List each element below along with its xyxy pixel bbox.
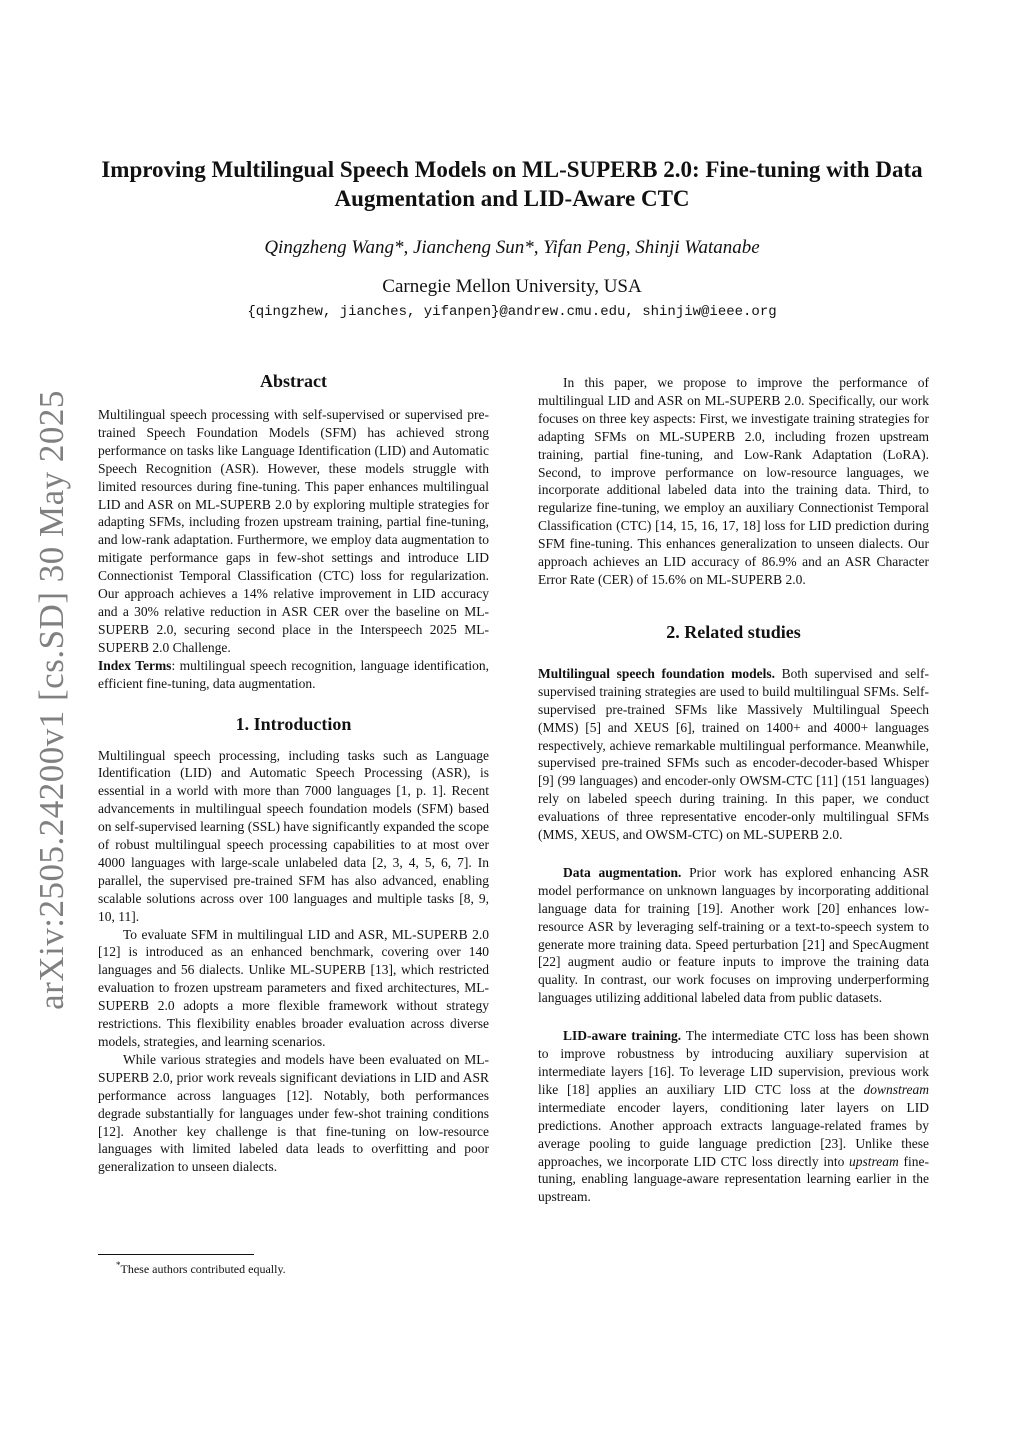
right-column xyxy=(538,374,929,1206)
paragraph-gap xyxy=(538,844,929,864)
paper-title: Improving Multilingual Speech Models on ML-SUPERB 2.0: Fine-tuning with Data Augmentation and LID-Aware CTC xyxy=(101,157,923,211)
index-terms xyxy=(98,657,489,693)
lid-aware-paragraph xyxy=(538,1027,929,1206)
paragraph-gap xyxy=(538,1007,929,1027)
lid-aware-emphasis-downstream: downstream xyxy=(863,1081,929,1097)
data-augmentation-paragraph xyxy=(538,864,929,1007)
left-column xyxy=(98,370,489,1176)
lid-aware-text-2: intermediate encoder layers, conditioning later layers on LID predictions. Another approach extracts language-related frames by average pooling to guide language prediction [23]. Unlike these approaches, we incorporate LID CTC loss directly into xyxy=(538,1099,929,1169)
data-augmentation-label: Data augmentation. xyxy=(563,864,682,880)
arxiv-identifier: arXiv:2505.24200v1 [cs.SD] 30 May 2025 xyxy=(32,390,71,1010)
intro-paragraph-3: While various strategies and models have been evaluated on ML-SUPERB 2.0, prior work reveals significant deviations in LID and ASR performance across languages [12]. Notably, both performances degrade substantially for languages under few-shot training conditions [12]. Another key challenge is that fine-tuning on low-resource languages with limited labeled data leads to overfitting and poor generalization to unseen dialects. xyxy=(98,1051,489,1175)
affiliation: Carnegie Mellon University, USA xyxy=(382,276,642,297)
index-terms-text: : multilingual speech recognition, language identification, efficient fine-tuning, data augmentation. xyxy=(98,657,489,691)
footnote: *These authors contributed equally. xyxy=(116,1260,286,1276)
related-studies-heading: 2. Related studies xyxy=(666,621,801,642)
author-emails: {qingzhew, jianches, yifanpen}@andrew.cmu.edu, shinjiw@ieee.org xyxy=(247,304,777,320)
introduction-heading: 1. Introduction xyxy=(235,713,352,734)
lid-aware-emphasis-upstream: upstream xyxy=(849,1153,899,1169)
abstract-heading: Abstract xyxy=(260,371,327,391)
lid-aware-text-3: fine-tuning, enabling language-aware representation learning earlier in the upstream. xyxy=(538,1153,929,1205)
footnote-text: These authors contributed equally. xyxy=(120,1262,286,1276)
lid-aware-label: LID-aware training. xyxy=(563,1028,682,1044)
abstract-text: Multilingual speech processing with self-supervised or supervised pre-trained Speech Foundation Models (SFM) has achieved strong performance on tasks like Language Identification (LID) and Automatic Speech Recognition (ASR). However, these models struggle with limited resources during fine-tuning. This paper enhances multilingual LID and ASR on ML-SUPERB 2.0 by exploring multiple strategies for adapting SFMs, including frozen upstream training, partial fine-tuning, and low-rank adaptation. Furthermore, we employ data augmentation to mitigate performance gaps in few-shot settings and introduce LID Connectionist Temporal Classification (CTC) loss for regularization. Our approach achieves a 14% relative improvement in LID accuracy and a 30% relative reduction in ASR CER over the baseline on ML-SUPERB 2.0, securing second place in the Interspeech 2025 ML-SUPERB 2.0 Challenge. xyxy=(98,407,489,655)
author-list: Qingzheng Wang*, Jiancheng Sun*, Yifan Peng, Shinji Watanabe xyxy=(264,237,760,258)
msfm-label: Multilingual speech foundation models. xyxy=(538,665,776,681)
msfm-text: Both supervised and self-supervised training strategies are used to build multilingual SFMs. Self-supervised pre-trained SFMs like Massively Multilingual Speech (MMS) [5] and XEUS [6], trained on 1400+ and 4000+ languages respectively, achieve remarkable multilingual performance. Meanwhile, supervised pre-trained SFMs such as encoder-decoder-based Whisper [9] (99 languages) and encoder-only OWSM-CTC [11] (151 languages) rely on labeled speech during training. In this paper, we conduct evaluations of three representative encoder-only multilingual SFMs (MMS, XEUS, and OWSM-CTC) on ML-SUPERB 2.0. xyxy=(538,665,929,843)
intro-paragraph-2: To evaluate SFM in multilingual LID and ASR, ML-SUPERB 2.0 [12] is introduced as an enhanced benchmark, covering over 140 languages and 56 dialects. Unlike ML-SUPERB [13], which restricted evaluation to frozen upstream parameters and fixed architectures, ML-SUPERB 2.0 adopts a more flexible framework without strategy restrictions. This flexibility enables broader evaluation across diverse models, strategies, and learning scenarios. xyxy=(98,926,489,1049)
intro-paragraph-4: In this paper, we propose to improve the performance of multilingual LID and ASR on ML-SUPERB 2.0. Specifically, our work focuses on three key aspects: First, we investigate training strategies for adapting SFMs on ML-SUPERB 2.0, including frozen upstream training, partial fine-tuning, and Low-Rank Adaptation (LoRA). Second, to improve performance on low-resource languages, we incorporate additional labeled data into the training data. Third, to regularize fine-tuning, we employ an auxiliary Connectionist Temporal Classification (CTC) [14, 15, 16, 17, 18] loss for LID prediction during SFM fine-tuning. This enhances generalization to unseen dialects. Our approach achieves an LID accuracy of 86.9% and an ASR Character Error Rate (CER) of 15.6% on ML-SUPERB 2.0. xyxy=(538,375,929,587)
lid-aware-text-1: The intermediate CTC loss has been shown to improve robustness by introducing auxiliary supervision at intermediate layers [16]. To leverage LID supervision, previous work like [18] applies an auxiliary LID CTC loss at the xyxy=(538,1028,929,1097)
index-terms-label: Index Terms xyxy=(98,657,172,673)
msfm-paragraph xyxy=(538,665,929,844)
footnote-rule xyxy=(98,1254,254,1255)
data-augmentation-text: Prior work has explored enhancing ASR model performance on unknown languages by incorporating additional language data for training [19]. Another work [20] enhances low-resource ASR by leveraging self-training or a text-to-speech system to generate more training data. Speed perturbation [21] and SpecAugment [22] augment audio or feature inputs to improve the training data quality. In contrast, our work focuses on improving underperforming languages utilizing additional labeled data from public datasets. xyxy=(538,864,930,1006)
intro-paragraph-1: Multilingual speech processing, including tasks such as Language Identification (LID) and Automatic Speech Processing (ASR), is essential in a world with more than 7000 languages [1, p. 1]. Recent advancements in multilingual speech foundation models (SFM) based on self-supervised learning (SSL) have significantly expanded the scope of robust multilingual speech processing capabilities to at most over 4000 languages with large-scale unlabeled data [2, 3, 4, 5, 6, 7]. In parallel, the supervised pre-trained SFM has also advanced, enabling scalable solutions across over 100 languages and multiple tasks [8, 9, 10, 11]. xyxy=(98,747,489,924)
